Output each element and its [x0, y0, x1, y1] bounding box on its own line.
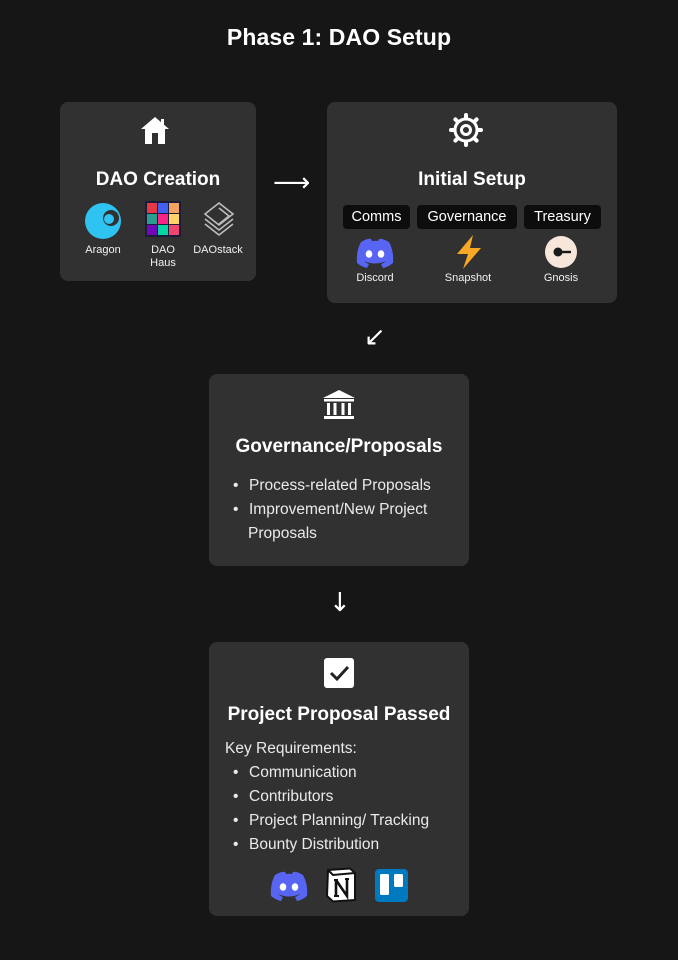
- requirements-label: Key Requirements:: [225, 740, 357, 757]
- list-item: • Project Planning/ Tracking: [225, 809, 429, 833]
- governance-card: [209, 374, 469, 566]
- snapshot-label: Snapshot: [444, 272, 492, 284]
- gear-icon: [448, 112, 484, 148]
- list-item: • Improvement/New Project: [225, 498, 431, 522]
- trello-logo: [375, 869, 408, 902]
- daohaus-label: DAO Haus: [150, 244, 176, 269]
- project-title: Project Proposal Passed: [227, 704, 451, 725]
- gnosis-label: Gnosis: [543, 272, 579, 284]
- snapshot-lightning-icon: [452, 234, 486, 270]
- page-title: Phase 1: DAO Setup: [226, 24, 452, 50]
- tag-governance: Governance: [417, 205, 517, 229]
- notion-logo: [324, 867, 358, 903]
- list-item: • Process-related Proposals: [225, 474, 431, 498]
- gnosis-logo: [544, 235, 578, 269]
- daostack-logo: [202, 201, 236, 237]
- dao-creation-title: DAO Creation: [95, 169, 221, 190]
- discord-label: Discord: [356, 272, 394, 284]
- daostack-label: DAOstack: [193, 244, 243, 256]
- initial-setup-title: Initial Setup: [418, 169, 526, 190]
- arrow-right: ⟶: [273, 168, 311, 198]
- arrow-down: ↓: [329, 588, 351, 618]
- list-item-continuation: Proposals: [248, 525, 317, 542]
- arrow-diagonal: ↙: [364, 322, 386, 352]
- discord-logo: [355, 237, 395, 269]
- governance-list: [225, 474, 431, 522]
- list-item: • Bounty Distribution: [225, 833, 429, 857]
- project-card: [209, 642, 469, 916]
- dao-creation-card: [60, 102, 256, 281]
- home-icon: [138, 114, 172, 148]
- checkbox-checked-icon: [323, 657, 355, 689]
- list-item: • Communication: [225, 761, 429, 785]
- tag-treasury: Treasury: [524, 205, 601, 229]
- governance-title: Governance/Proposals: [235, 436, 443, 457]
- list-item: • Contributors: [225, 785, 429, 809]
- bank-icon: [321, 388, 357, 422]
- aragon-label: Aragon: [85, 244, 121, 256]
- aragon-logo: [83, 201, 123, 241]
- daohaus-logo: [145, 201, 181, 237]
- requirements-list: [225, 761, 429, 857]
- discord-logo: [269, 870, 309, 902]
- tag-comms: Comms: [343, 205, 410, 229]
